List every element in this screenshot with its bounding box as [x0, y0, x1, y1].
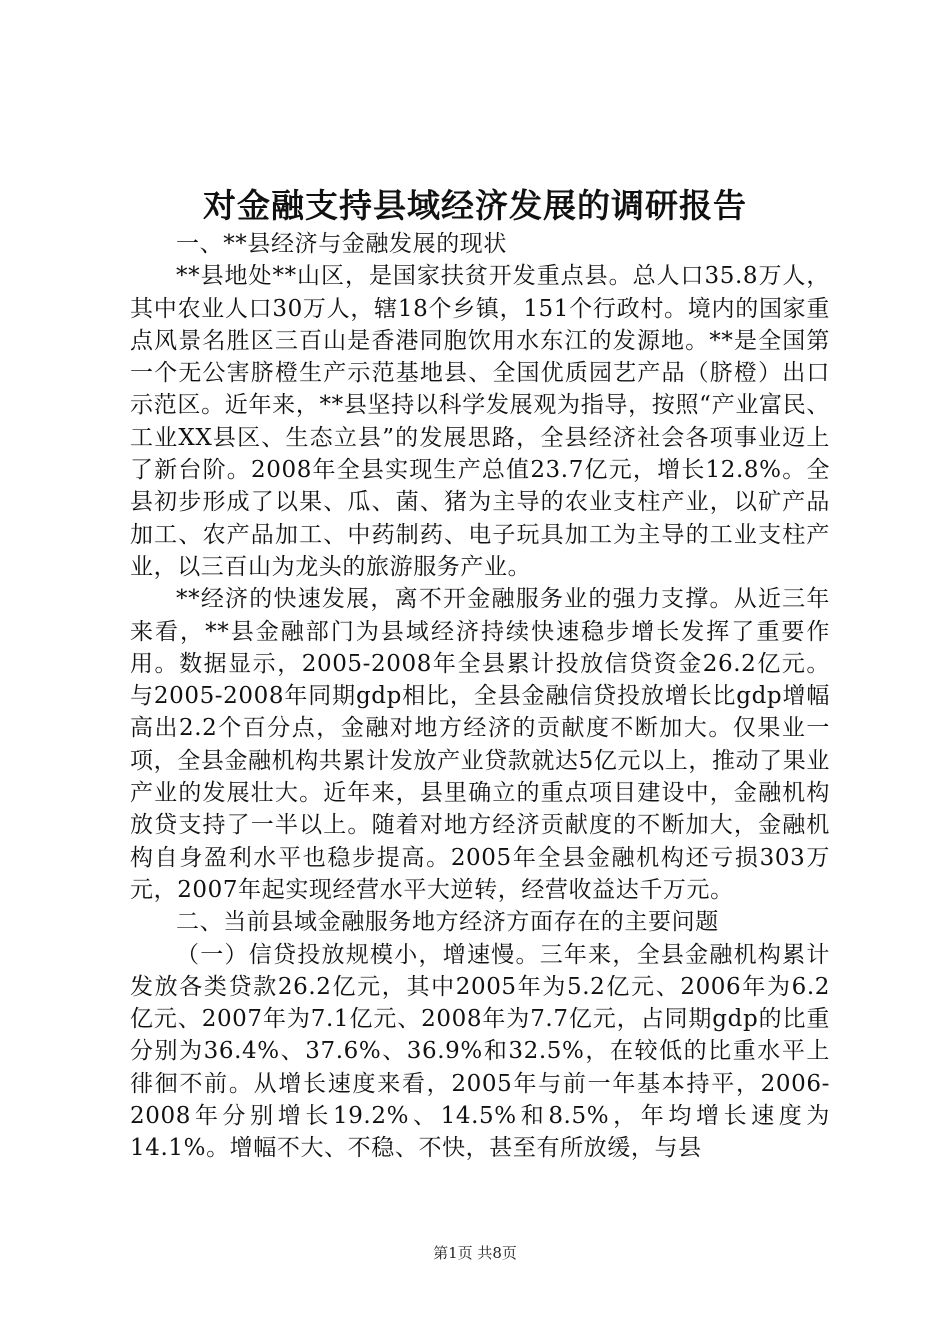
paragraph-credit-scale: （一）信贷投放规模小，增速慢。三年来，全县金融机构累计发放各类贷款26.2亿元，其中2005年为5.2亿元、2006年为6.2亿元、2007年为7.1亿元、2008年为7.7亿元，占同期gdp的比重分别为36.4%、37.6%、36.9%和32.5%，在较低的比重水平上徘徊不前。从增长速度来看，2005年与前一年基本持平，2006-2008年分别增长19.2%、14.5%和8.5%，年均增长速度为14.1%。增幅不大、不稳、不快，甚至有所放缓，与县 — [130, 941, 830, 1162]
paragraph-financial-support: **经济的快速发展，离不开金融服务业的强力支撑。从近三年来看，**县金融部门为县域经济持续快速稳步增长发挥了重要作用。数据显示，2005-2008年全县累计投放信贷资金26.2亿元。与2005-2008年同期gdp相比，全县金融信贷投放增长比gdp增幅高出2.2个百分点，金融对地方经济的贡献度不断加大。仅果业一项，全县金融机构共累计发放产业贷款就达5亿元以上，推动了果业产业的发展壮大。近年来，县里确立的重点项目建设中，金融机构放贷支持了一半以上。随着对地方经济贡献度的不断加大，金融机构自身盈利水平也稳步提高。2005年全县金融机构还亏损303万元，2007年起实现经营水平大逆转，经营收益达千万元。 — [130, 586, 830, 903]
paragraph-county-overview: **县地处**山区，是国家扶贫开发重点县。总人口35.8万人，其中农业人口30万人，辖18个乡镇，151个行政村。境内的国家重点风景名胜区三百山是香港同胞饮用水东江的发源地。**是全国第一个无公害脐橙生产示范基地县、全国优质园艺产品（脐橙）出口示范区。近年来，**县坚持以科学发展观为指导，按照“产业富民、工业XX县区、生态立县”的发展思路，全县经济社会各项事业迈上了新台阶。2008年全县实现生产总值23.7亿元，增长12.8%。全县初步形成了以果、瓜、菌、猪为主导的农业支柱产业，以矿产品加工、农产品加工、中药制药、电子玩具加工为主导的工业支柱产业，以三百山为龙头的旅游服务产业。 — [130, 263, 830, 580]
document-title: 对金融支持县域经济发展的调研报告 — [203, 186, 747, 225]
section-heading-1: 一、**县经济与金融发展的现状 — [176, 231, 507, 257]
section-heading-2: 二、当前县域金融服务地方经济方面存在的主要问题 — [176, 909, 719, 936]
page-footer: 第1页 共8页 — [433, 1244, 517, 1262]
document-body — [130, 228, 830, 1165]
